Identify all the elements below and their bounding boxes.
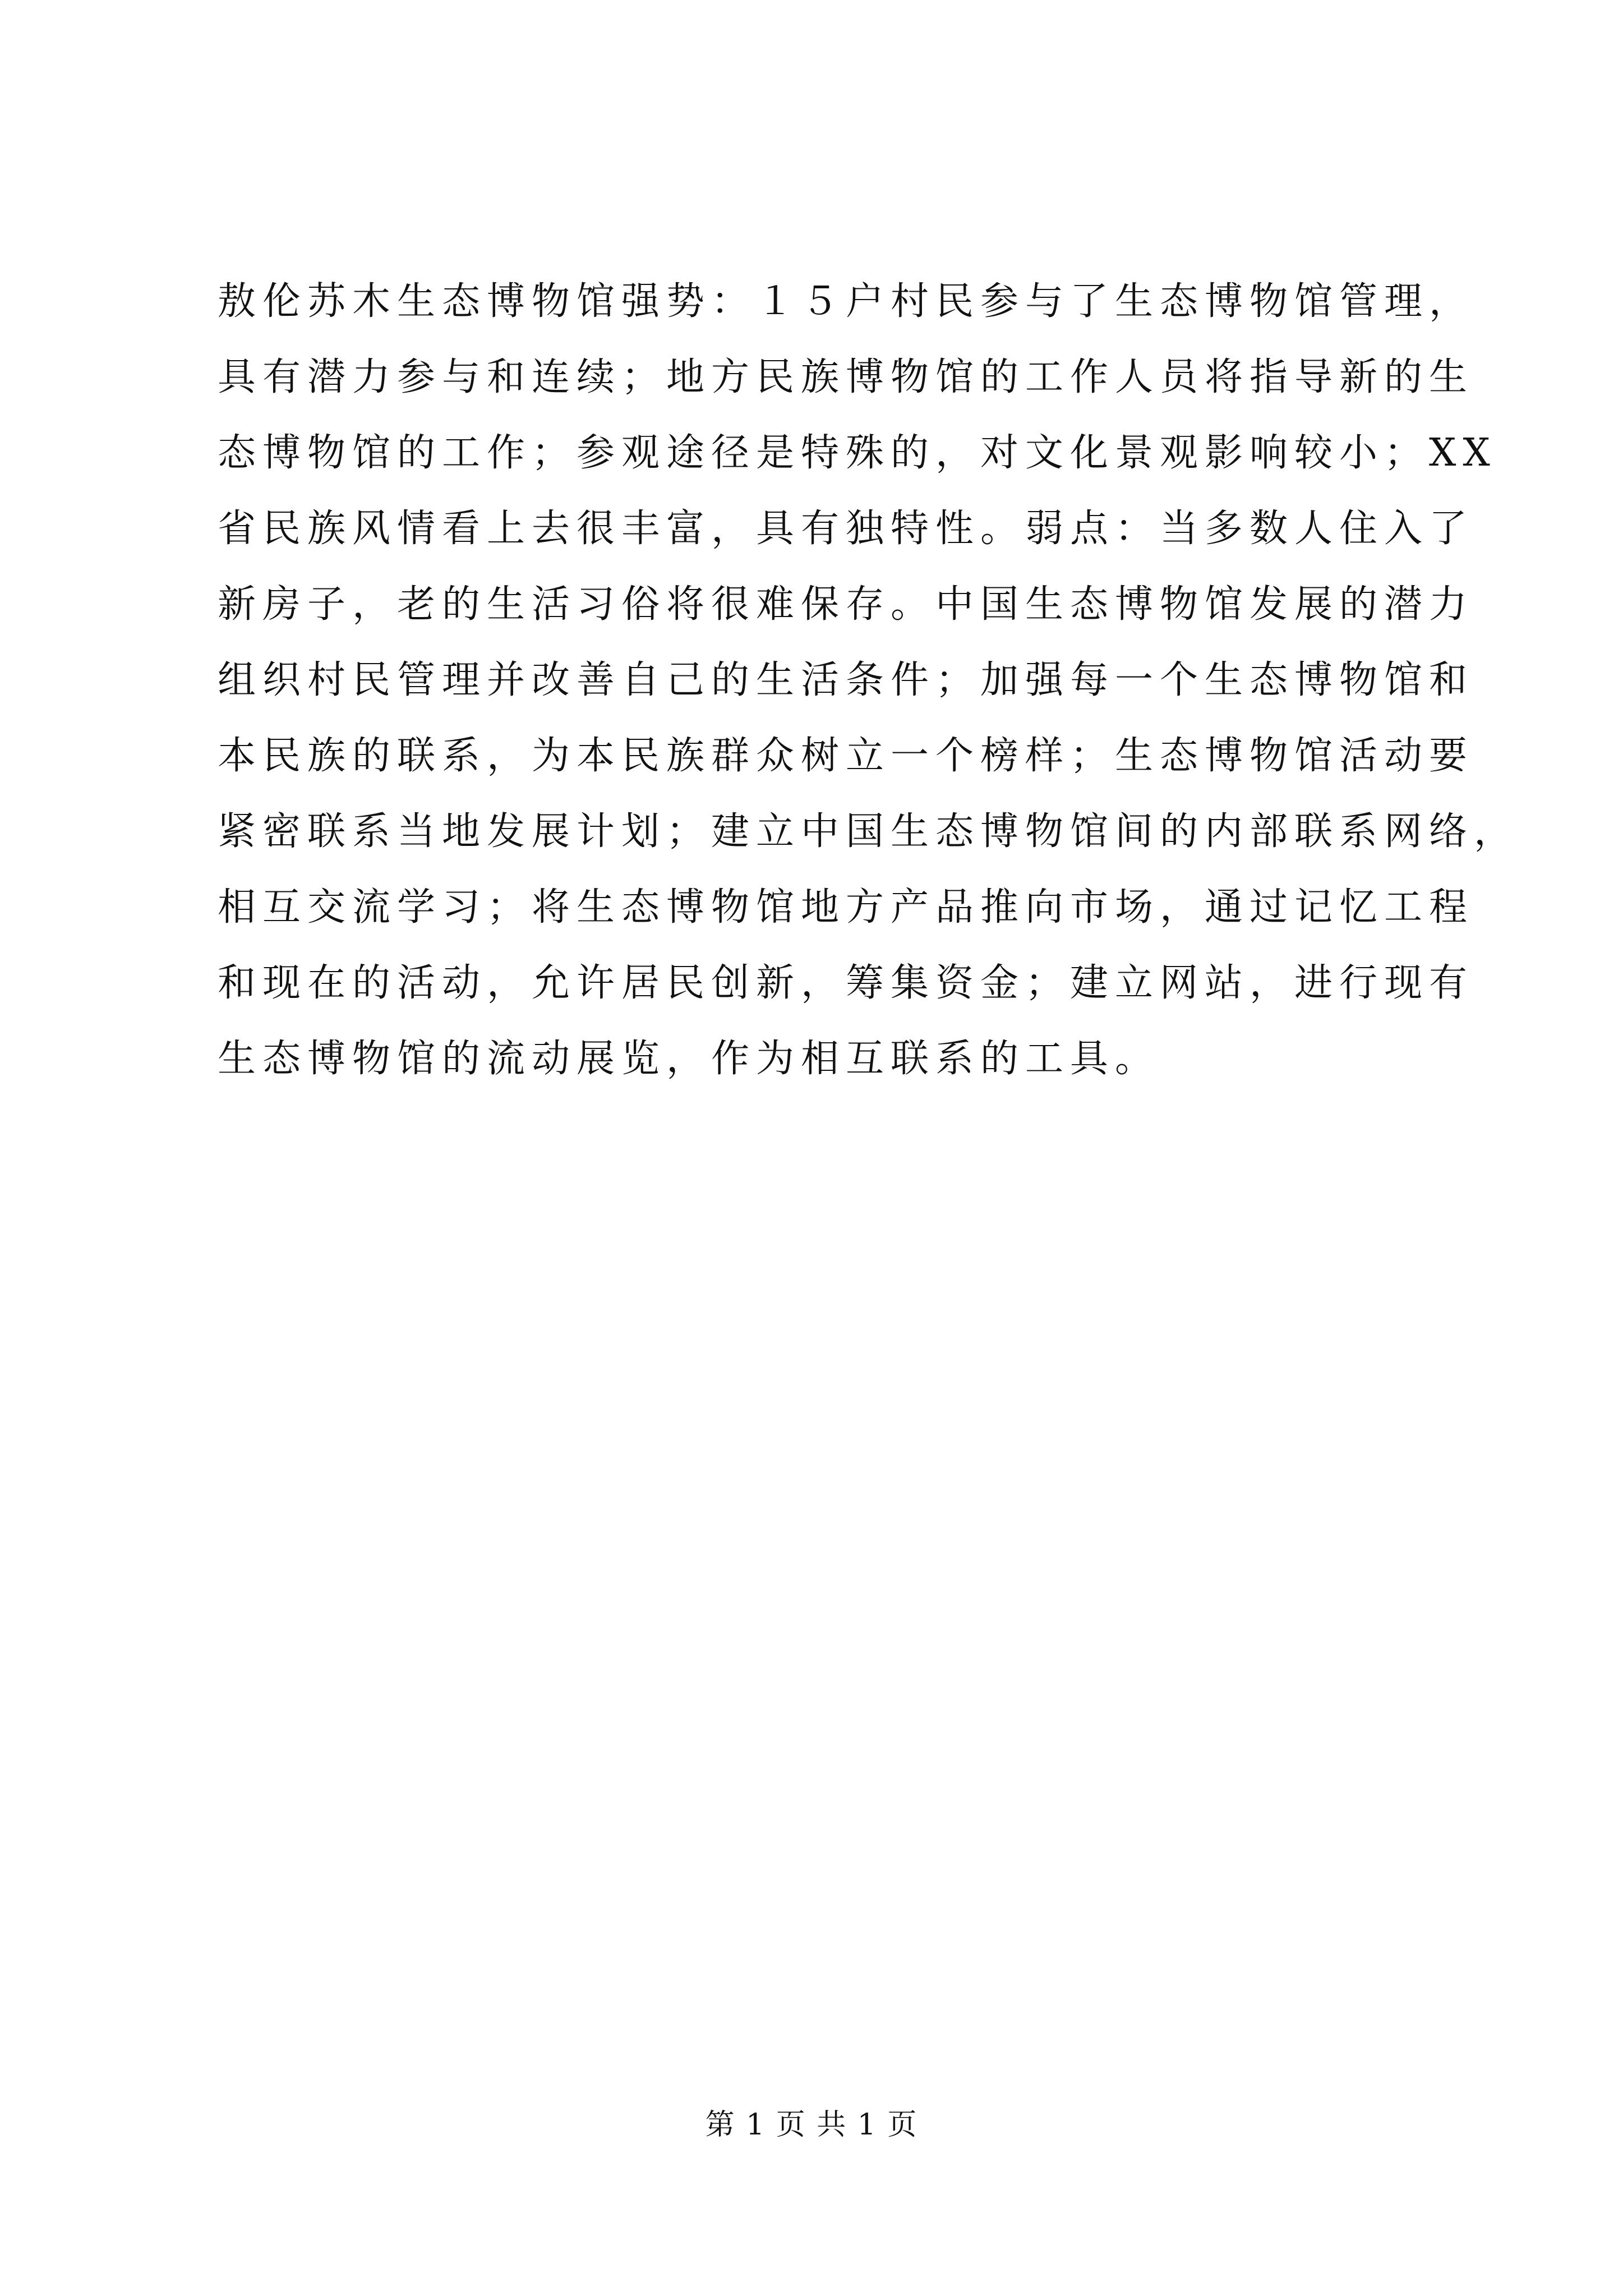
paragraph-line: 组织村民管理并改善自己的生活条件；加强每一个生态博物馆和: [218, 658, 1474, 702]
page-footer: [0, 2101, 1623, 2143]
paragraph-line: 敖伦苏木生态博物馆强势：１５户村民参与了生态博物馆管理，: [218, 279, 1474, 324]
paragraph-line: 新房子，老的生活习俗将很难保存。中国生态博物馆发展的潜力: [218, 582, 1474, 627]
paragraph-line: 具有潜力参与和连续；地方民族博物馆的工作人员将指导新的生: [218, 355, 1474, 399]
paragraph-line: 相互交流学习；将生态博物馆地方产品推向市场，通过记忆工程: [218, 885, 1474, 930]
paragraph-line: 省民族风情看上去很丰富，具有独特性。弱点：当多数人住入了: [218, 507, 1474, 551]
paragraph-line: 生态博物馆的流动展览，作为相互联系的工具。: [218, 1037, 1160, 1081]
paragraph-line: 态博物馆的工作；参观途径是特殊的，对文化景观影响较小；XX: [218, 431, 1497, 475]
paragraph-line: 紧密联系当地发展计划；建立中国生态博物馆间的内部联系网络，: [218, 809, 1519, 854]
body-paragraph: [218, 264, 1519, 1097]
page-number-label: 第 1 页 共 1 页: [705, 2108, 918, 2142]
paragraph-line: 和现在的活动，允许居民创新，筹集资金；建立网站，进行现有: [218, 961, 1474, 1005]
paragraph-line: 本民族的联系，为本民族群众树立一个榜样；生态博物馆活动要: [218, 734, 1474, 778]
